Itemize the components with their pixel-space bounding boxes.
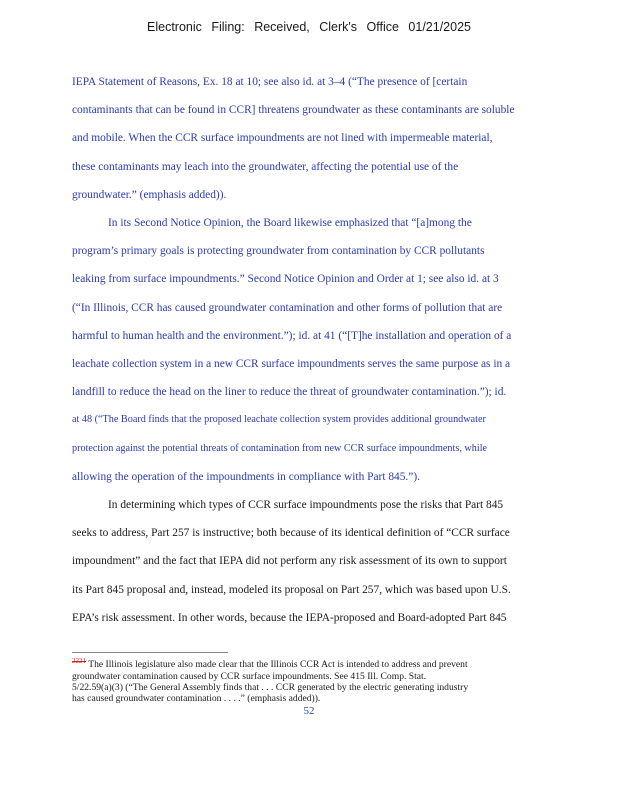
- text-line: In its Second Notice Opinion, the Board likewise emphasized that “[a]mong the: [108, 217, 472, 230]
- footnote-separator: [72, 652, 228, 653]
- footnote-line: groundwater contamination caused by CCR surface impoundments. See 415 Ill. Comp. Stat.: [72, 670, 427, 682]
- text-line: leachate collection system in a new CCR surface impoundments serves the same purpose as in a: [72, 358, 511, 371]
- text-line: leaking from surface impoundments.” Second Notice Opinion and Order at 1; see also id. at 3: [72, 273, 499, 286]
- text-line: harmful to human health and the environment.”); id. at 41 (“[T]he installation and operation of a: [72, 329, 512, 342]
- text-line: at 48 (“The Board finds that the proposed leachate collection system provides additional groundwater: [72, 414, 486, 426]
- footnote-line: has caused groundwater contamination . . . .” (emphasis added)).: [72, 693, 321, 705]
- footnote-text: The Illinois legislature also made clear that the Illinois CCR Act is intended to address and prevent: [88, 659, 468, 671]
- text-line: seeks to address, Part 257 is instructive; both because of its identical definition of “CCR surface: [72, 527, 510, 540]
- paragraph-iepa-statement: [72, 68, 542, 209]
- text-line: IEPA Statement of Reasons, Ex. 18 at 10; see also id. at 3–4 (“The presence of [certain: [72, 76, 468, 88]
- text-line: In determining which types of CCR surface impoundments pose the risks that Part 845: [108, 499, 504, 512]
- text-line: its Part 845 proposal and, instead, modeled its proposal on Part 257, which was based upon U.S.: [72, 583, 511, 596]
- footnote: [72, 656, 542, 705]
- filing-stamp-header: Electronic Filing: Received, Clerk's Office 01/21/2025: [147, 20, 471, 34]
- paragraph-part-257: [72, 491, 542, 632]
- text-line: allowing the operation of the impoundments in compliance with Part 845.”).: [72, 470, 420, 483]
- text-line: landfill to reduce the head on the liner to reduce the threat of groundwater contamination.”); id.: [72, 386, 507, 399]
- text-line: groundwater.” (emphasis added)).: [72, 188, 227, 201]
- text-line: and mobile. When the CCR surface impoundments are not lined with impermeable material,: [72, 132, 493, 145]
- document-body: [72, 68, 542, 632]
- text-line: program’s primary goals is protecting groundwater from contamination by CCR pollutants: [72, 245, 485, 258]
- footnote-line: [72, 656, 542, 671]
- text-line: (“In Illinois, CCR has caused groundwater contamination and other forms of pollution that are: [72, 301, 503, 314]
- page-number: 52: [303, 705, 315, 717]
- text-line: these contaminants may leach into the groundwater, affecting the potential use of the: [72, 160, 459, 173]
- text-line: impoundment” and the fact that IEPA did not perform any risk assessment of its own to support: [72, 555, 507, 568]
- footnote-mark-deleted: 2221: [72, 657, 86, 665]
- footnote-line: 5/22.59(a)(3) (“The General Assembly finds that . . . CCR generated by the electric generating industry: [72, 682, 469, 693]
- paragraph-second-notice: [72, 209, 542, 491]
- text-line: protection against the potential threats of contamination from new CCR surface impoundments, while: [72, 442, 488, 454]
- text-line: contaminants that can be found in CCR] threatens groundwater as these contaminants are soluble: [72, 104, 515, 117]
- text-line: EPA’s risk assessment. In other words, because the IEPA-proposed and Board-adopted Part 845: [72, 611, 507, 624]
